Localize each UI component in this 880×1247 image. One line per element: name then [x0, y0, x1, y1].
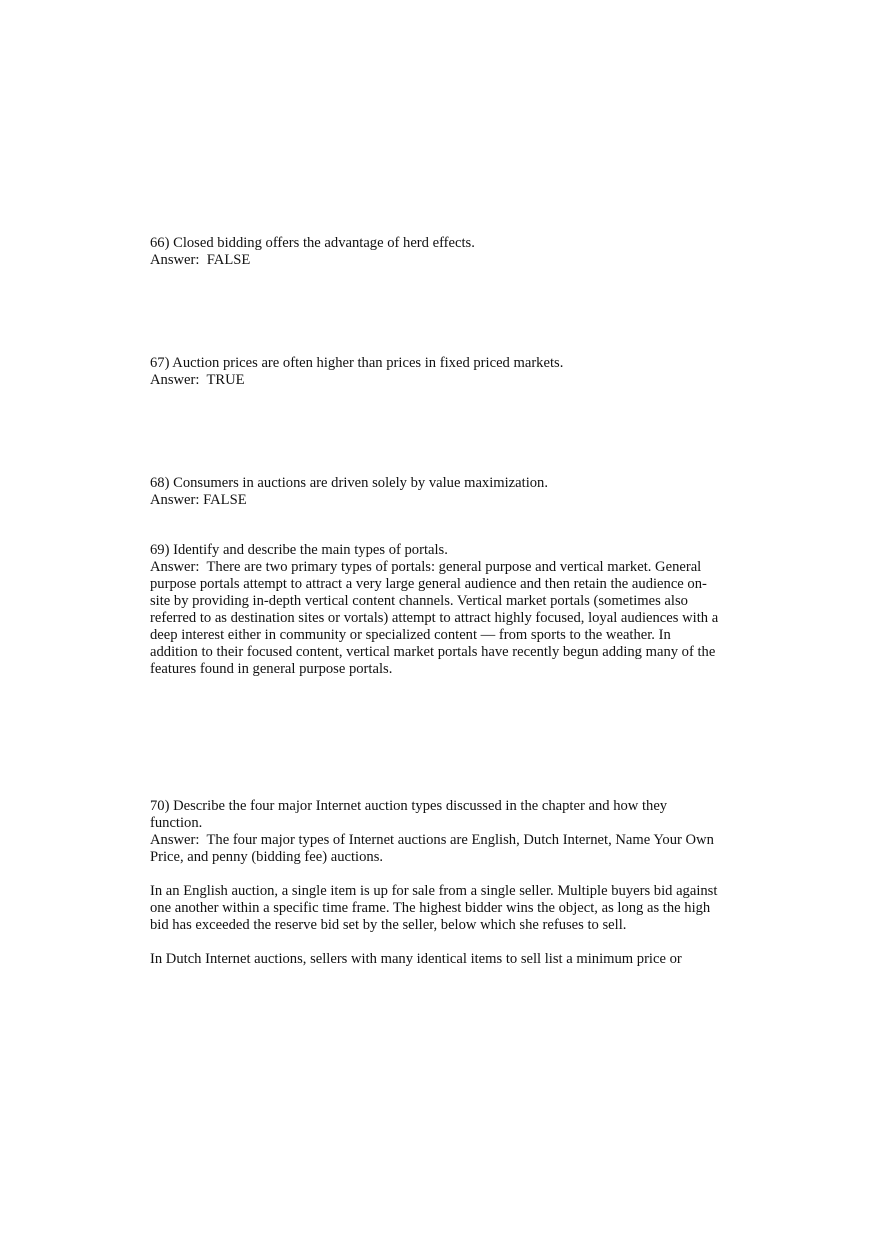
question-68: [150, 475, 735, 509]
question-67: [150, 355, 735, 389]
question-68-answer: Answer: FALSE: [150, 492, 247, 508]
question-70-text-line: 70) Describe the four major Internet auction types discussed in the chapter and how they: [150, 798, 668, 814]
question-69-answer-line: site by providing in-depth vertical content channels. Vertical market portals (sometimes also: [150, 593, 688, 609]
question-69: [150, 542, 735, 678]
question-70-text-line: function.: [150, 815, 203, 831]
paragraph-gap: [150, 934, 735, 951]
question-70-english-auction-line: one another within a specific time frame. The highest bidder wins the object, as long as the high: [150, 900, 711, 916]
question-66-text: 66) Closed bidding offers the advantage of herd effects.: [150, 235, 475, 251]
question-70-answer-line: Price, and penny (bidding fee) auctions.: [150, 849, 384, 865]
question-69-answer-line: deep interest either in community or specialized content — from sports to the weather. In: [150, 627, 671, 643]
paragraph-gap: [150, 866, 735, 883]
question-69-answer-line: Answer: There are two primary types of portals: general purpose and vertical market. General: [150, 559, 702, 575]
question-69-answer-line: addition to their focused content, vertical market portals have recently begun adding many of the: [150, 644, 716, 660]
question-69-text: 69) Identify and describe the main types of portals.: [150, 542, 448, 558]
question-69-answer-line: purpose portals attempt to attract a very large general audience and then retain the audience on-: [150, 576, 707, 592]
question-69-answer-line: features found in general purpose portals.: [150, 661, 393, 677]
question-67-text: 67) Auction prices are often higher than prices in fixed priced markets.: [150, 355, 564, 371]
question-70-answer-line: Answer: The four major types of Internet auctions are English, Dutch Internet, Name Your Own: [150, 832, 714, 848]
question-68-text: 68) Consumers in auctions are driven solely by value maximization.: [150, 475, 548, 491]
question-66-answer: Answer: FALSE: [150, 252, 251, 268]
question-66: [150, 235, 735, 269]
question-70-english-auction-line: In an English auction, a single item is up for sale from a single seller. Multiple buyers bid against: [150, 883, 718, 899]
question-70-english-auction-line: bid has exceeded the reserve bid set by the seller, below which she refuses to sell.: [150, 917, 627, 933]
question-70: [150, 798, 735, 968]
question-69-answer-line: referred to as destination sites or vortals) attempt to attract highly focused, loyal audiences with a: [150, 610, 719, 626]
question-70-dutch-auction-line: In Dutch Internet auctions, sellers with many identical items to sell list a minimum price or: [150, 951, 682, 967]
question-67-answer: Answer: TRUE: [150, 372, 245, 388]
